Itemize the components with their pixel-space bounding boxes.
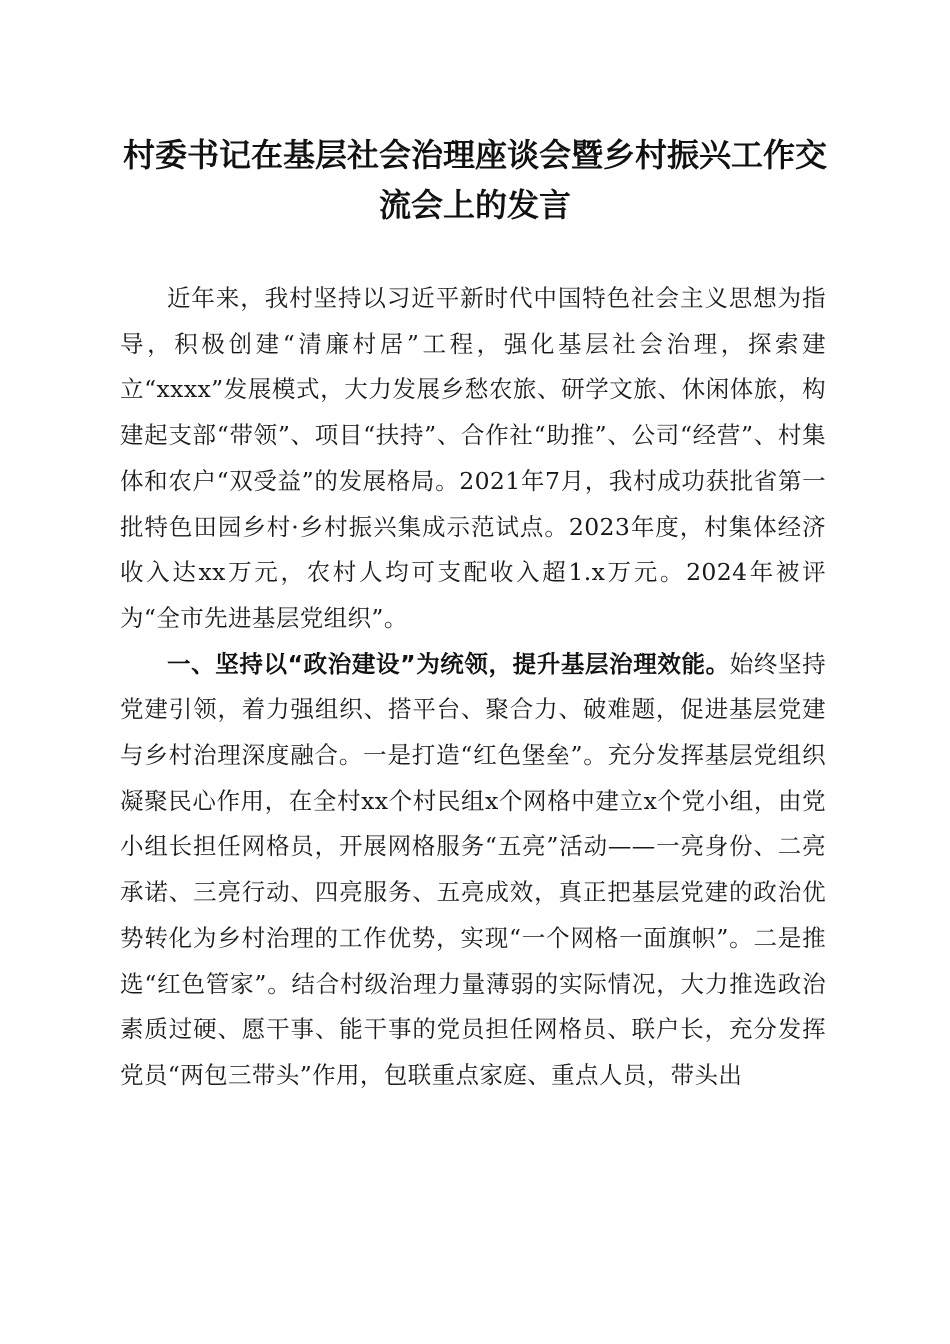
section-one-paragraph bbox=[120, 642, 826, 1099]
intro-paragraph bbox=[120, 276, 826, 642]
intro-paragraph-text: 近年来，我村坚持以习近平新时代中国特色社会主义思想为指导，积极创建“清廉村居”工程，强化基层社会治理，探索建立“xxxx”发展模式，大力发展乡愁农旅、研学文旅、休闲体旅，构建起支部“带领”、项目“扶持”、合作社“助推”、公司“经营”、村集体和农户“双受益”的发展格局。2021年7月，我村成功获批省第一批特色田园乡村·乡村振兴集成示范试点。2023年度，村集体经济收入达xx万元，农村人均可支配收入超1.x万元。2024年被评为“全市先进基层党组织”。 bbox=[120, 284, 826, 632]
document-body bbox=[120, 276, 826, 1099]
section-one-heading: 一、坚持以“政治建设”为统领，提升基层治理效能。 bbox=[167, 649, 730, 678]
section-one-text: 始终坚持党建引领，着力强组织、搭平台、聚合力、破难题，促进基层党建与乡村治理深度融合。一是打造“红色堡垒”。充分发挥基层党组织凝聚民心作用，在全村xx个村民组x个网格中建立x个党小组，由党小组长担任网格员，开展网格服务“五亮”活动——一亮身份、二亮承诺、三亮行动、四亮服务、五亮成效，真正把基层党建的政治优势转化为乡村治理的工作优势，实现“一个网格一面旗帜”。二是推选“红色管家”。结合村级治理力量薄弱的实际情况，大力推选政治素质过硬、愿干事、能干事的党员担任网格员、联户长，充分发挥党员“两包三带头”作用，包联重点家庭、重点人员，带头出 bbox=[120, 649, 826, 1089]
document-title: 村委书记在基层社会治理座谈会暨乡村振兴工作交流会上的发言 bbox=[122, 136, 827, 224]
